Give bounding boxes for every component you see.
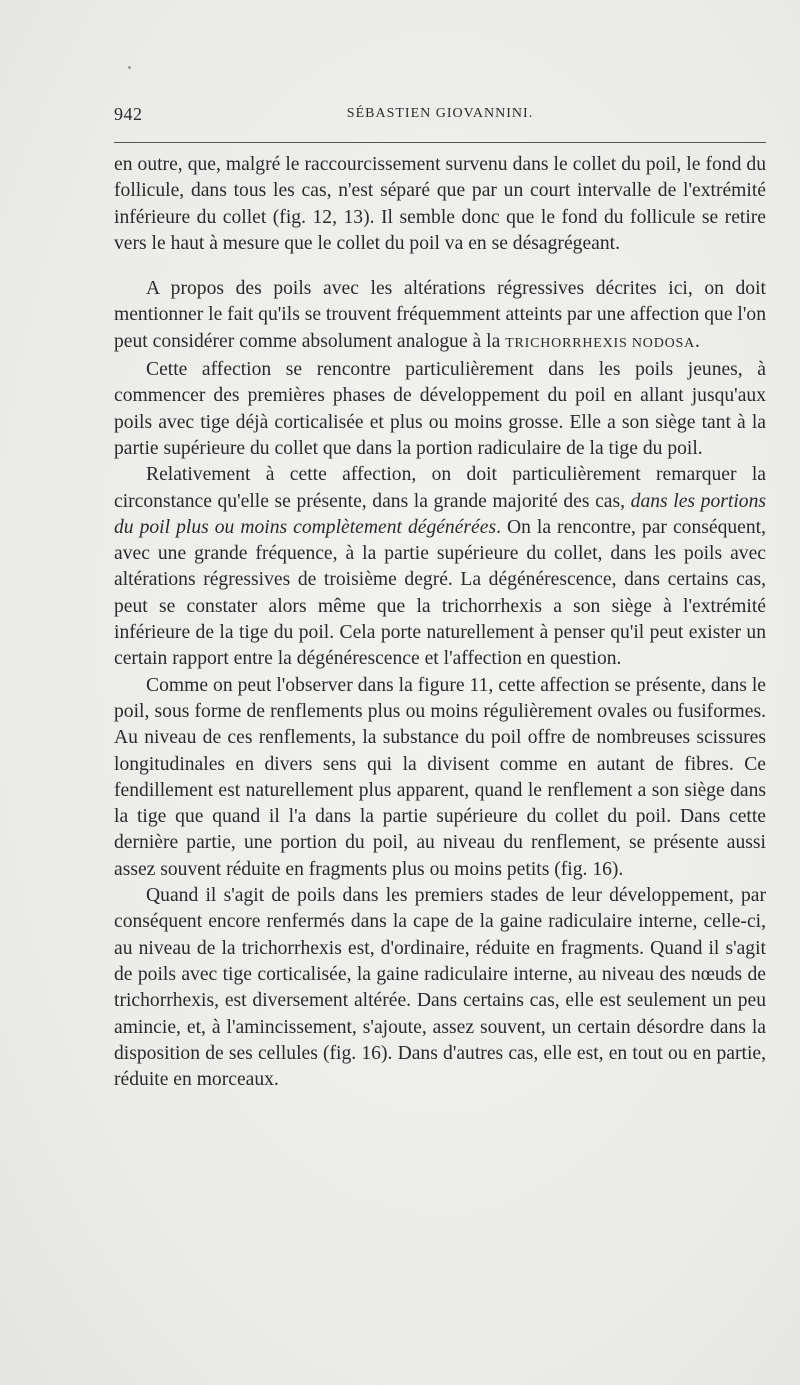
paragraph-5: Comme on peut l'observer dans la figure 11, cette affection se présente, dans le poil, sous forme de renflements plus ou moins régulièrement ovales ou fusiformes. Au niveau de ces renflements, la substance du poil offre de nombreuses scissures longitudinales en divers sens qui la divisent comme en autant de fibres. Ce fendillement est naturellement plus apparent, quand le renflement a son siège dans la tige que quand il l'a dans la partie supérieure du collet du poil. Dans cette dernière partie, une portion du poil, au niveau du renflement, se présente aussi assez souvent réduite en fragments plus ou moins petits (fig. 16). (114, 674, 766, 880)
running-title: SÉBASTIEN GIOVANNINI. (346, 106, 534, 121)
paragraph-4 (114, 462, 766, 672)
paragraph-2-text: A propos des poils avec les altérations régressives décrites ici, on doit mentionner le fait qu'ils se trouvent fréquemment atteints par une affection que l'on peut considérer comme absolument analogue à la (114, 278, 766, 352)
paragraph-3: Cette affection se rencontre particulièrement dans les poils jeunes, à commencer des premières phases de développement du poil en allant jusqu'aux poils avec tige déjà corticalisée et plus ou moins grosse. Elle a son siège tant à la partie supérieure du collet que dans la portion radiculaire de la tige du poil. (114, 359, 766, 459)
paragraph-6: Quand il s'agit de poils dans les premiers stades de leur développement, par conséquent encore renfermés dans la cape de la gaine radiculaire interne, celle-ci, au niveau de la trichorrhexis est, d'ordinaire, réduite en fragments. Quand il s'agit de poils avec tige corticalisée, la gaine radiculaire interne, au niveau des nœuds de trichorrhexis, est diversement altérée. Dans certains cas, elle est seulement un peu amincie, et, à l'amincissement, s'ajoute, assez souvent, un certain désordre dans la disposition de ses cellules (fig. 16). Dans d'autres cas, elle est, en tout ou en partie, réduite en morceaux. (114, 885, 766, 1091)
paragraph-4-text: Relativement à cette affection, on doit particulièrement remarquer la circonstance qu'elle se présente, dans la grande majorité des cas, (114, 464, 766, 512)
paragraph-4-rest: . On la rencontre, par conséquent, avec une grande fréquence, à la partie supérieure du collet, dans les poils avec altérations régressives de troisième degré. La dégénérescence, dans certains cas, peut se constater alors même que la trichorrhexis a son siège à l'extrémité inférieure de la tige du poil. Cela porte naturellement à penser qu'il peut exister un certain rapport entre la dégénérescence et l'affection en question. (114, 516, 766, 670)
header-rule (114, 142, 766, 143)
paragraph-2-end: . (695, 330, 700, 352)
page-number: 942 (114, 104, 143, 124)
trichorrhexis-term: TRICHORRHEXIS NODOSA (505, 335, 696, 351)
paragraph-2 (114, 276, 766, 357)
page-header (114, 104, 766, 128)
paragraph-1: en outre, que, malgré le raccourcissement survenu dans le collet du poil, le fond du follicule, dans tous les cas, n'est séparé que par un court intervalle de l'extrémité inférieure du collet (fig. 12, 13). Il semble donc que le fond du follicule se retire vers le haut à mesure que le collet du poil va en se désagrégeant. (114, 154, 766, 254)
page-speck (128, 66, 131, 69)
body-text (114, 152, 766, 1093)
italic-emphasis: dans les portions du poil plus ou moins complètement dégénérées (114, 490, 766, 538)
